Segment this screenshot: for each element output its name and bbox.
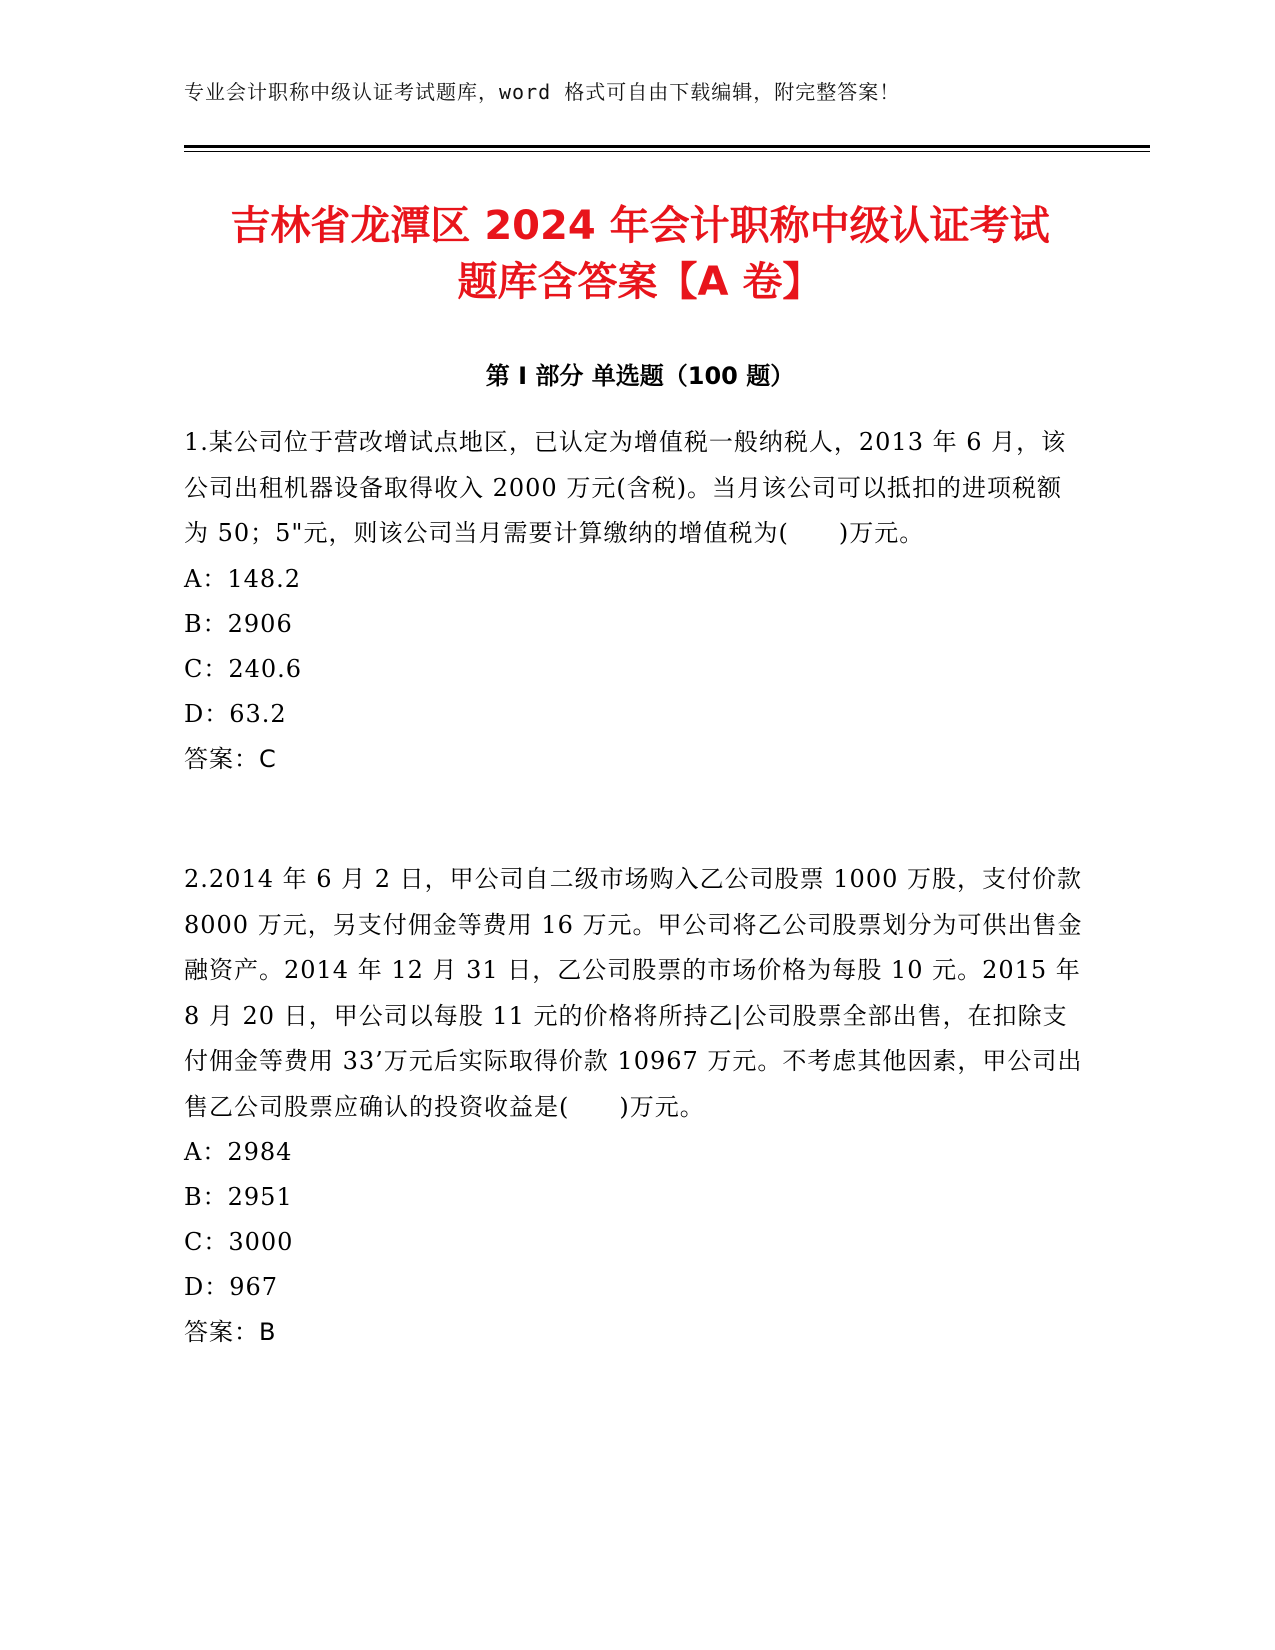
question-1 xyxy=(184,420,1084,782)
document-title-line-2: 题库含答案【A 卷】 xyxy=(457,259,823,305)
question-2-answer: 答案：B xyxy=(184,1318,277,1346)
question-1-option-b: B：2906 xyxy=(184,609,293,638)
question-1-stem: 1.某公司位于营改增试点地区，已认定为增值税一般纳税人，2013 年 6 月，该公司出租机器设备取得收入 2000 万元(含税)。当月该公司可以抵扣的进项税额为 50；5"元，则该公司当月需要计算缴纳的增值税为( )万元。 xyxy=(184,428,1067,547)
question-2-option-d: D：967 xyxy=(184,1273,279,1301)
header-rule-thick xyxy=(184,145,1150,148)
question-2-option-c: C：3000 xyxy=(184,1228,294,1256)
section-heading: 第 I 部分 单选题（100 题） xyxy=(485,362,795,390)
header-rule-thin xyxy=(184,151,1150,152)
question-1-option-c: C：240.6 xyxy=(184,654,303,683)
document-title xyxy=(160,198,1120,310)
header-note: 专业会计职称中级认证考试题库，word 格式可自由下载编辑，附完整答案！ xyxy=(184,80,901,104)
document-title-line-1: 吉林省龙潭区 2024 年会计职称中级认证考试 xyxy=(230,203,1050,249)
question-2-option-b: B：2951 xyxy=(184,1183,293,1211)
question-1-answer: 答案：C xyxy=(184,744,277,773)
question-2-stem: 2.2014 年 6 月 2 日，甲公司自二级市场购入乙公司股票 1000 万股，支付价款 8000 万元，另支付佣金等费用 16 万元。甲公司将乙公司股票划分为可供出售金融资产。2014 年 12 月 31 日，乙公司股票的市场价格为每股 10 元。2015 年 8 月 20 日，甲公司以每股 11 元的价格将所持乙|公司股票全部出售，在扣除支付佣金等费用 33’万元后实际取得价款 10967 万元。不考虑其他因素，甲公司出售乙公司股票应确认的投资收益是( )万元。 xyxy=(184,865,1083,1121)
question-2-option-a: A：2984 xyxy=(184,1138,293,1166)
question-2 xyxy=(184,857,1084,1355)
question-1-option-d: D：63.2 xyxy=(184,699,287,728)
question-1-option-a: A：148.2 xyxy=(184,564,302,593)
